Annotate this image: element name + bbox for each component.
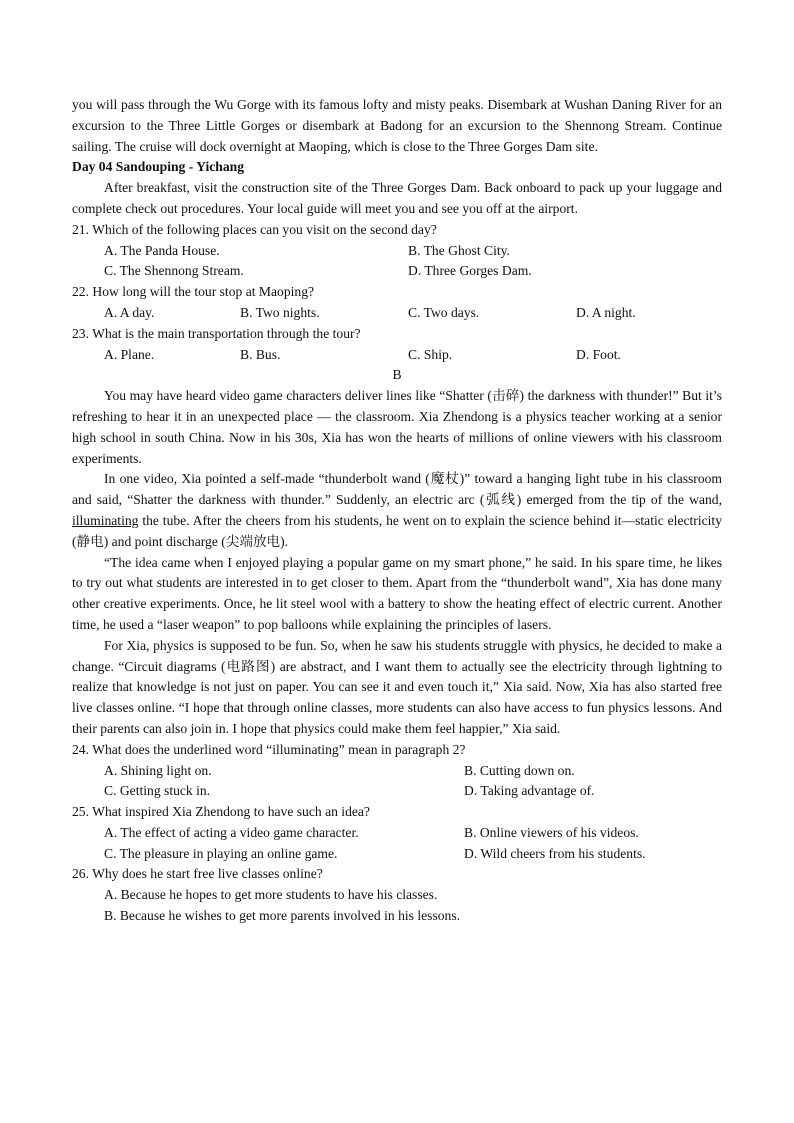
option-c[interactable]: C. Getting stuck in. <box>104 783 211 799</box>
passage-a-paragraph: you will pass through the Wu Gorge with its famous lofty and misty peaks. Disembark at Wushan Daning River for an excursion to the Three Little Gorges or disembark at Badong for an excursion to the Shennong Stream. Continue sailing. The cruise will dock overnight at Maoping, which is close to the Three Gorges Dam site. <box>72 97 722 154</box>
question-23-options <box>72 345 722 366</box>
day4-heading: Day 04 Sandouping - Yichang <box>72 159 244 175</box>
paragraph-2-text-after: the tube. After the cheers from his students, he went on to explain the science behind it—static electricity (静电) and point discharge (尖端放电). <box>72 512 722 549</box>
option-b[interactable]: B. Bus. <box>240 346 281 362</box>
question-21-options <box>72 241 722 283</box>
option-a[interactable]: A. Because he hopes to get more students to have his classes. <box>104 887 438 903</box>
paragraph-2-text-before: In one video, Xia pointed a self-made “thunderbolt wand (魔杖)” toward a hanging light tube in his classroom and said, “Shatter the darkness with thunder.” Suddenly, an electric arc (弧线) emerged from the tip of the wand, <box>72 471 722 508</box>
underlined-word: illuminating <box>72 512 139 528</box>
passage-b-paragraph-4: For Xia, physics is supposed to be fun. So, when he saw his students struggle with physics, he decided to make a change. “Circuit diagrams (电路图) are abstract, and I want them to actually see the electricity through lightning to realize that knowledge is not just on paper. You can see it and even touch it,” Xia said. Now, Xia has also started free live classes online. “I hope that through online classes, more students can also have access to fun physics lessons. And their parents can also join in. I hope that physics could make them feel happier,” Xia said. <box>72 637 722 736</box>
option-a[interactable]: A. A day. <box>104 304 155 320</box>
option-a[interactable]: A. The effect of acting a video game character. <box>104 824 359 840</box>
question-24-options <box>72 761 722 803</box>
option-d[interactable]: D. A night. <box>576 304 636 320</box>
question-22-stem: 22. How long will the tour stop at Maoping? <box>72 284 315 300</box>
option-b[interactable]: B. The Ghost City. <box>408 242 510 258</box>
option-d[interactable]: D. Three Gorges Dam. <box>408 263 532 279</box>
option-a[interactable]: A. The Panda House. <box>104 242 220 258</box>
question-26-stem: 26. Why does he start free live classes online? <box>72 866 323 882</box>
option-d[interactable]: D. Wild cheers from his students. <box>464 845 646 861</box>
option-c[interactable]: C. The Shennong Stream. <box>104 263 244 279</box>
question-25-stem: 25. What inspired Xia Zhendong to have such an idea? <box>72 804 370 820</box>
option-c[interactable]: C. Two days. <box>408 304 480 320</box>
option-b[interactable]: B. Online viewers of his videos. <box>464 824 639 840</box>
section-b-label: B <box>392 367 402 383</box>
day4-paragraph: After breakfast, visit the construction site of the Three Gorges Dam. Back onboard to pack up your luggage and complete check out procedures. Your local guide will meet you and see you off at the airport. <box>72 180 722 216</box>
option-a[interactable]: A. Shining light on. <box>104 762 212 778</box>
passage-b-paragraph-1: You may have heard video game characters deliver lines like “Shatter (击碎) the darkness with thunder!” But it’s refreshing to hear it in an unexpected place — the classroom. Xia Zhendong is a physics teacher working at a senior high school in south China. Now in his 30s, Xia has won the hearts of millions of online viewers with his classroom experiments. <box>72 388 722 466</box>
option-a[interactable]: A. Plane. <box>104 346 155 362</box>
exam-page <box>72 95 722 927</box>
option-c[interactable]: C. The pleasure in playing an online game. <box>104 845 338 861</box>
question-24-stem: 24. What does the underlined word “illuminating” mean in paragraph 2? <box>72 741 466 757</box>
option-b[interactable]: B. Cutting down on. <box>464 762 575 778</box>
option-b[interactable]: B. Because he wishes to get more parents involved in his lessons. <box>104 908 461 924</box>
option-d[interactable]: D. Taking advantage of. <box>464 783 595 799</box>
passage-b-paragraph-3: “The idea came when I enjoyed playing a popular game on my smart phone,” he said. In his spare time, he likes to try out what students are interested in to get closer to them. Apart from the “thunderbolt wand”, Xia has done many other creative experiments. Once, he lit steel wool with a battery to show the heating effect of electric current. Another time, he used a “laser weapon” to pop balloons while explaining the principles of lasers. <box>72 554 722 632</box>
question-21-stem: 21. Which of the following places can you visit on the second day? <box>72 221 437 237</box>
question-22-options <box>72 303 722 324</box>
question-23-stem: 23. What is the main transportation through the tour? <box>72 325 361 341</box>
question-25-options <box>72 823 722 865</box>
passage-b-paragraph-2 <box>72 469 722 552</box>
option-b[interactable]: B. Two nights. <box>240 304 320 320</box>
question-26-options <box>72 885 722 927</box>
option-d[interactable]: D. Foot. <box>576 346 621 362</box>
option-c[interactable]: C. Ship. <box>408 346 453 362</box>
